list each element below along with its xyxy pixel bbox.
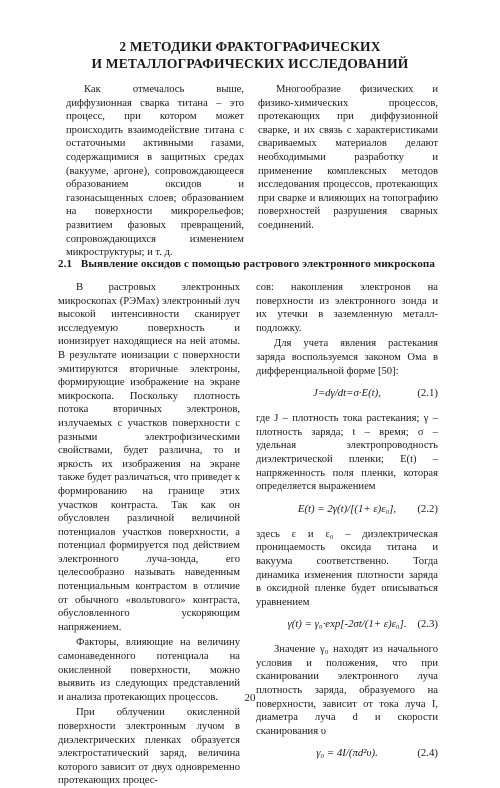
chapter-title [40, 38, 460, 72]
equation-2-2 [256, 503, 438, 519]
equation-2-3 [256, 618, 438, 634]
left-paragraph-1: В растровых электронных микроскопах (РЭМах) электронный луч высокой интенсивности сканирует исследуемую поверхность и ионизирует находящиеся на ней атомы. В результате ионизации с поверхности эмитируются вторичные электроны, формирующие изображение на экране микроскопа. Поскольку плотность потока вторичных электронов, излучаемых с участков поверхности с разными электрофизическими свойствами, будет различна, то и яркость их изображения на экране также будет различаться, что приведет к формированию на границе этих участков контраста. Так как он обусловлен различной величиной потенциалов участков поверхности, а потенциал формируется под действием электронного луча-зонда, его целесообразно называть наведенным потенциальным контрастом в отличие от обычного «вольтового» контраста, обусловленного ускоряющим напряжением. [58, 282, 240, 633]
intro-right-column [258, 83, 438, 233]
left-paragraph-2: Факторы, влияющие на величину самонаведенного потенциала на окисленной поверхности, можно выявить из следующих представлений и анализа протекающих процессов. [58, 637, 240, 703]
right-paragraph-4: Значение γ₀ находят из начального условия и положения, что при сканировании электронного луча плотность заряда, образуемого на поверхности, зависит от тока луча I, диаметра луча d и скорости сканирования υ [256, 644, 438, 737]
page-number: 20 [244, 692, 256, 704]
right-paragraph-continued: сов: накопления электронов на поверхности из электронного зонда и их утечки в заземленную металл-подложку. [256, 282, 438, 334]
intro-left-paragraph: Как отмечалось выше, диффузионная сварка титана – это процесс, при котором может происходить взаимодействие титана с остаточными активными газами, содержащимися в защитных средах (вакууме, аргоне), сопровождающееся образованием оксидов и газонасыщенных слоев; образованием на поверхности микрорельефов; развитием фазовых превращений, сопровождающихся изменением микроструктуры; и т. д. [66, 84, 244, 259]
equation-2-1-formula: J=dγ/dt=σ·E(t), [313, 387, 381, 400]
equation-2-2-number: (2.2) [417, 502, 438, 515]
right-paragraph-3: здесь ε и ε₀ – диэлектрическая проницаемость оксида титана и вакуума соответственно. Тогда динамика изменения плотности заряда в оксидной пленке будет описываться уравнением [256, 528, 438, 608]
equation-2-3-formula: γ(t) = γ₀·exp[-2σt/(1+ ε)ε₀]. [287, 618, 407, 631]
intro-right-paragraph: Многообразие физических и физико-химических процессов, протекающих при диффузионной сварке, и их связь с характеристиками свариваемых материалов делают необходимыми разработку и применение комплексных методов исследования процессов, протекающих при сварке и влияющих на топографию поверхностей разрушения сварных соединений. [258, 84, 438, 231]
left-paragraph-3: При облучении окисленной поверхности электронным лучом в диэлектрических пленках образуется электростатический заряд, величина которого зависит от двух одновременно протекающих процес- [58, 707, 240, 787]
chapter-title-line1: 2 МЕТОДИКИ ФРАКТОГРАФИЧЕСКИХ [119, 39, 381, 54]
equation-2-4-formula: γ₀ = 4I/(πd²υ). [316, 747, 378, 760]
section-title: Выявление оксидов с помощью растрового электронного микроскопа [80, 258, 435, 270]
chapter-title-line2: И МЕТАЛЛОГРАФИЧЕСКИХ ИССЛЕДОВАНИЙ [91, 56, 409, 71]
equation-2-4 [256, 747, 438, 763]
equation-2-1 [256, 387, 438, 403]
right-paragraph-2: где J – плотность тока растекания; γ – плотность заряда; t – время; σ – удельная электропроводность диэлектрической пленки; E(t) – напряженность поля пленки, которая определяется выражением [256, 413, 438, 493]
section-number: 2.1 [58, 258, 73, 270]
section-heading [58, 258, 435, 270]
equation-2-1-number: (2.1) [417, 387, 438, 400]
equation-2-4-number: (2.4) [417, 747, 438, 760]
right-paragraph-1: Для учета явления растекания заряда воспользуемся законом Ома в дифференциальной форме [50]: [256, 338, 438, 377]
equation-2-3-number: (2.3) [417, 618, 438, 631]
intro-left-column [66, 83, 244, 260]
equation-2-2-formula: E(t) = 2γ(t)/[(1+ ε)ε₀], [297, 502, 397, 515]
